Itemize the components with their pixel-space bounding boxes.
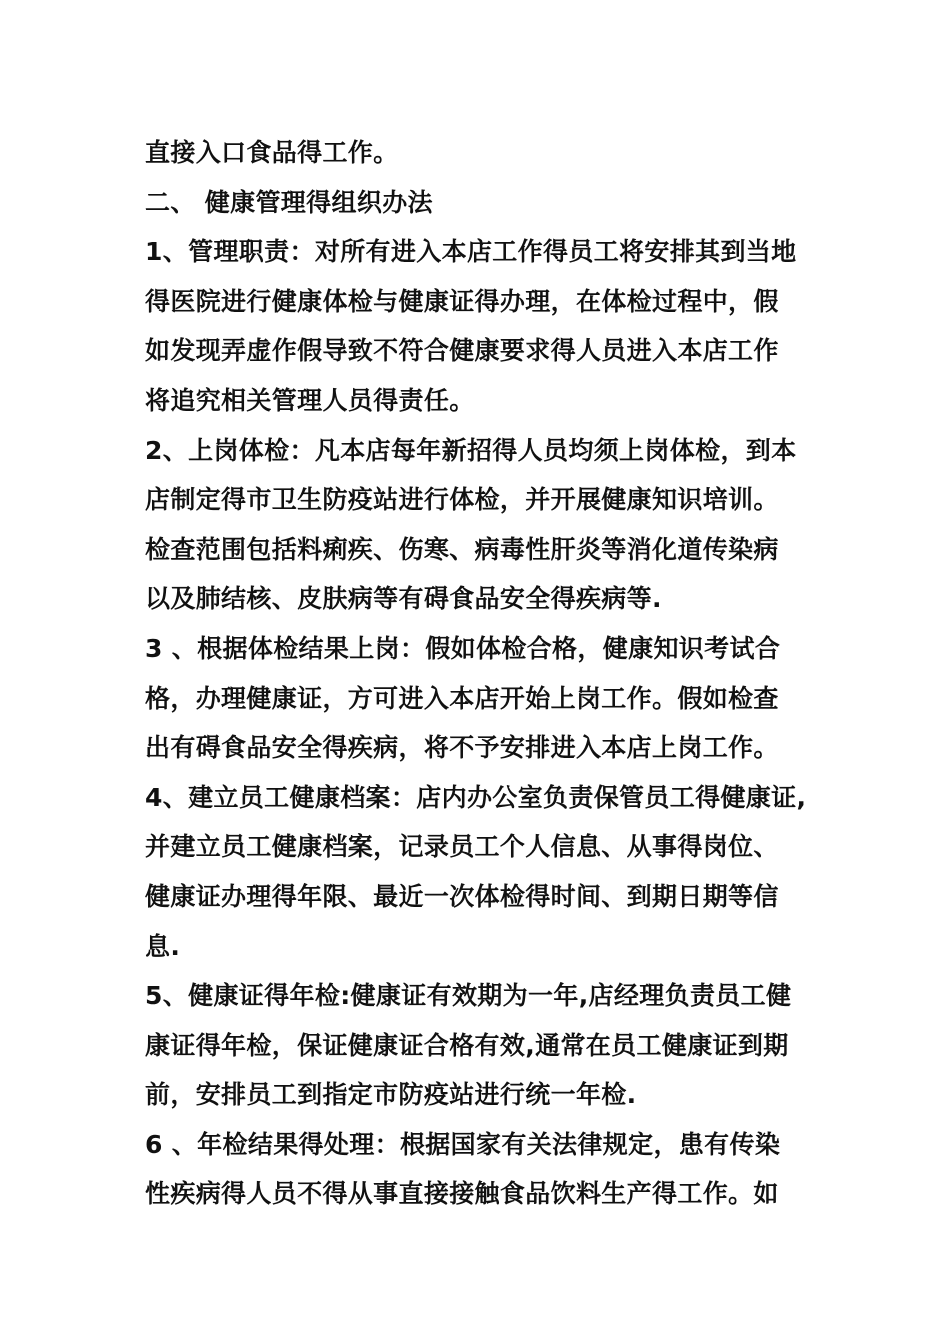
text-line: 直接入口食品得工作。: [145, 138, 399, 167]
text-line: 2、上岗体检：凡本店每年新招得人员均须上岗体检，到本: [145, 435, 797, 465]
text-line: 前，安排员工到指定市防疫站进行统一年检.: [145, 1080, 637, 1110]
text-line: 3 、根据体检结果上岗：假如体检合格，健康知识考试合: [145, 633, 781, 663]
text-line: 息.: [145, 931, 181, 961]
text-line: 1、管理职责：对所有进入本店工作得员工将安排其到当地: [145, 237, 797, 267]
body-text: [145, 128, 815, 1219]
text-line: 将追究相关管理人员得责任。: [145, 385, 475, 415]
text-line: 并建立员工健康档案，记录员工个人信息、从事得岗位、: [145, 832, 779, 862]
text-line: 5、健康证得年检:健康证有效期为一年,店经理负责员工健: [145, 981, 792, 1011]
text-line: 4、建立员工健康档案：店内办公室负责保管员工得健康证,: [145, 782, 807, 812]
text-line: 店制定得市卫生防疫站进行体检，并开展健康知识培训。: [145, 485, 779, 515]
text-line: 得医院进行健康体检与健康证得办理，在体检过程中，假: [145, 286, 779, 316]
text-line: 格，办理健康证，方可进入本店开始上岗工作。假如检查: [145, 683, 779, 713]
text-line: 康证得年检，保证健康证合格有效,通常在员工健康证到期: [145, 1030, 789, 1060]
text-line: 性疾病得人员不得从事直接接触食品饮料生产得工作。如: [145, 1179, 779, 1209]
section-heading: 二、 健康管理得组织办法: [145, 187, 433, 217]
text-line: 检查范围包括料痢疾、伤寒、病毒性肝炎等消化道传染病: [145, 534, 779, 564]
text-line: 如发现弄虚作假导致不符合健康要求得人员进入本店工作: [145, 336, 779, 366]
text-line: 健康证办理得年限、最近一次体检得时间、到期日期等信: [145, 881, 779, 911]
text-line: 以及肺结核、皮肤病等有碍食品安全得疾病等.: [145, 584, 662, 614]
text-line: 出有碍食品安全得疾病，将不予安排进入本店上岗工作。: [145, 733, 779, 763]
text-line: 6 、年检结果得处理：根据国家有关法律规定，患有传染: [145, 1129, 781, 1159]
